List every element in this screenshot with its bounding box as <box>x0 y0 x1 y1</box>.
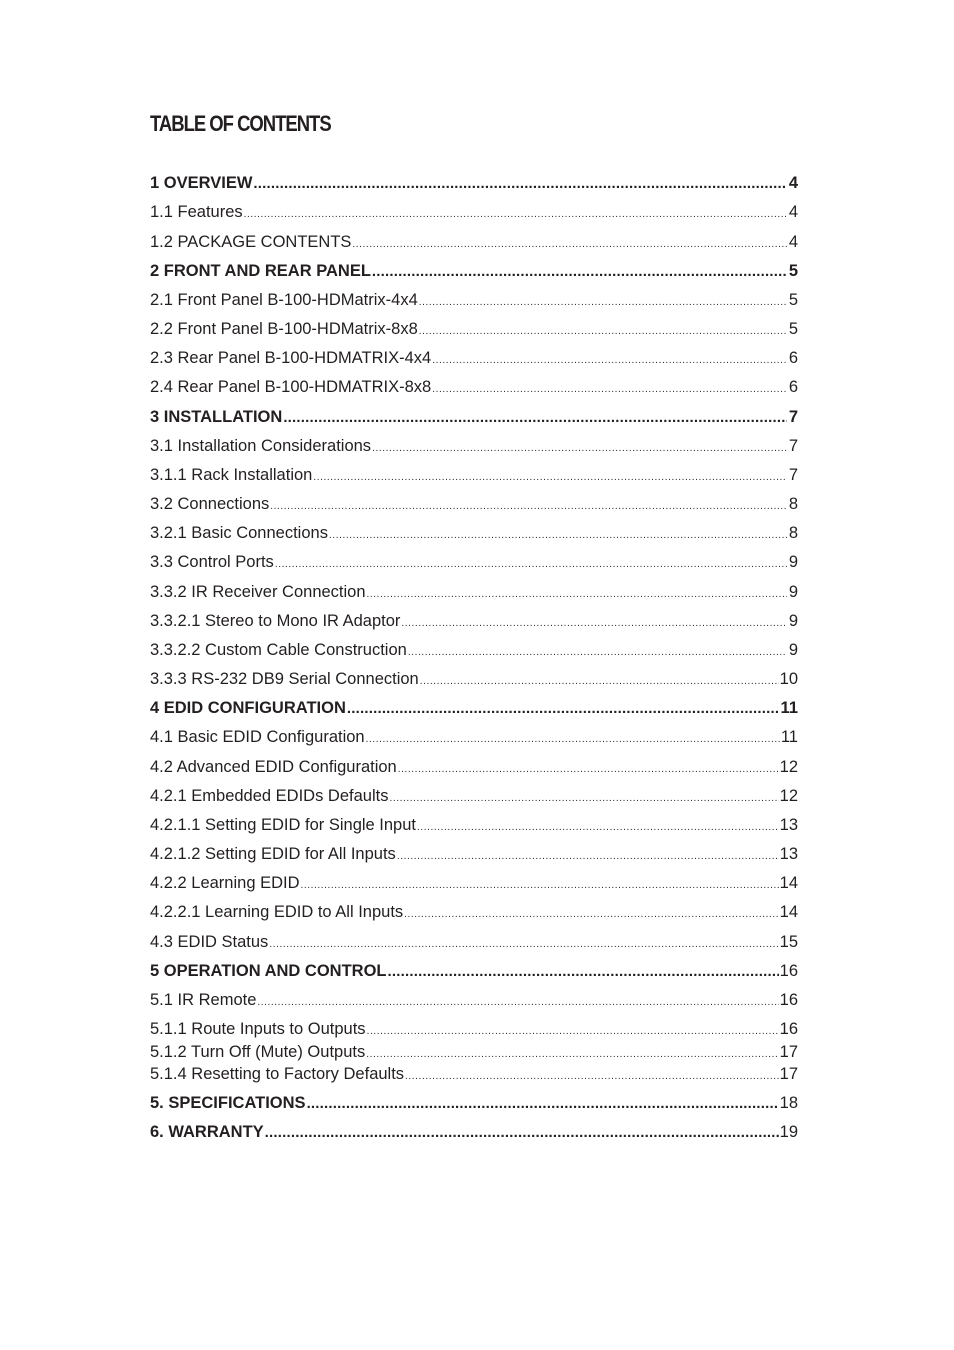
toc-entry-title: 4.2.2 Learning EDID <box>150 874 300 892</box>
dot-leader <box>401 618 787 629</box>
toc-entry-title: 3.3.2.2 Custom Cable Construction <box>150 641 407 659</box>
toc-entry-title: 5.1.2 Turn Off (Mute) Outputs <box>150 1043 366 1061</box>
toc-entry-title: 4 EDID CONFIGURATION <box>150 699 346 717</box>
toc-entry-page-number: 9 <box>788 583 798 601</box>
toc-entry[interactable] <box>150 349 798 368</box>
toc-entry-page-number: 13 <box>779 845 798 863</box>
toc-entry[interactable] <box>150 174 798 193</box>
dot-leader <box>366 734 780 745</box>
toc-entry-page-number: 9 <box>788 612 798 630</box>
dot-leader <box>405 1071 779 1082</box>
toc-entry-title: 3.2.1 Basic Connections <box>150 524 328 542</box>
toc-entry[interactable] <box>150 874 798 893</box>
dot-leader <box>408 647 787 658</box>
toc-entry-title: 3.1 Installation Considerations <box>150 437 372 455</box>
toc-entry-title: 1.1 Features <box>150 203 243 221</box>
toc-entry-title: 1.2 PACKAGE CONTENTS <box>150 233 352 251</box>
toc-entry-title: 4.2 Advanced EDID Configuration <box>150 758 397 776</box>
toc-entry-page-number: 9 <box>788 553 798 571</box>
toc-entry[interactable] <box>150 524 798 543</box>
toc-entry-title: 4.2.1.2 Setting EDID for All Inputs <box>150 845 396 863</box>
toc-entry-page-number: 7 <box>788 408 798 426</box>
dot-leader <box>352 239 787 250</box>
toc-entry-page-number: 12 <box>779 758 798 776</box>
dot-leader <box>301 880 779 891</box>
toc-entry-page-number: 17 <box>779 1065 798 1083</box>
toc-entry[interactable] <box>150 378 798 397</box>
toc-entry-page-number: 5 <box>788 320 798 338</box>
toc-entry-title: 4.1 Basic EDID Configuration <box>150 728 365 746</box>
toc-entry-title: 2.4 Rear Panel B-100-HDMATRIX-8x8 <box>150 378 432 396</box>
dot-leader <box>417 822 779 833</box>
toc-entry[interactable] <box>150 262 798 281</box>
dot-leader <box>419 326 787 337</box>
dot-leader <box>313 472 787 483</box>
toc-entry[interactable] <box>150 291 798 310</box>
toc-entry-title: 5. SPECIFICATIONS <box>150 1094 306 1112</box>
toc-entry-page-number: 6 <box>788 378 798 396</box>
toc-entry-title: 5.1.1 Route Inputs to Outputs <box>150 1020 366 1038</box>
toc-entry[interactable] <box>150 320 798 339</box>
toc-entry-title: 2.2 Front Panel B-100-HDMatrix-8x8 <box>150 320 418 338</box>
toc-entry-title: 5.1.4 Resetting to Factory Defaults <box>150 1065 405 1083</box>
toc-entry-title: 2 FRONT AND REAR PANEL <box>150 262 371 280</box>
toc-entry[interactable] <box>150 1123 798 1142</box>
toc-entry[interactable] <box>150 816 798 835</box>
toc-entry-title: 5.1 IR Remote <box>150 991 257 1009</box>
toc-entry[interactable] <box>150 1043 798 1062</box>
toc-entry-page-number: 7 <box>788 466 798 484</box>
dot-leader <box>420 676 779 687</box>
toc-entry-page-number: 14 <box>779 903 798 921</box>
toc-entry-page-number: 10 <box>779 670 798 688</box>
toc-entry[interactable] <box>150 1065 798 1084</box>
toc-entry[interactable] <box>150 437 798 456</box>
dot-leader <box>270 501 787 512</box>
toc-entry[interactable] <box>150 933 798 952</box>
toc-entry-page-number: 18 <box>779 1094 798 1112</box>
toc-entry[interactable] <box>150 962 798 981</box>
dot-leader <box>419 297 787 308</box>
toc-entry[interactable] <box>150 903 798 922</box>
toc-entry[interactable] <box>150 991 798 1010</box>
toc-entry-title: 3.3.2.1 Stereo to Mono IR Adaptor <box>150 612 401 630</box>
toc-entry-page-number: 17 <box>779 1043 798 1061</box>
toc-entry[interactable] <box>150 670 798 689</box>
toc-entry[interactable] <box>150 758 798 777</box>
toc-entry-page-number: 5 <box>788 262 798 280</box>
toc-entry-page-number: 6 <box>788 349 798 367</box>
dot-leader <box>388 963 779 980</box>
toc-entry-page-number: 19 <box>779 1123 798 1141</box>
toc-entry-page-number: 9 <box>788 641 798 659</box>
dot-leader <box>347 700 780 717</box>
toc-entry[interactable] <box>150 1094 798 1113</box>
toc-entry-title: 1 OVERVIEW <box>150 174 253 192</box>
toc-entry-page-number: 14 <box>779 874 798 892</box>
toc-entry-title: 2.1 Front Panel B-100-HDMatrix-4x4 <box>150 291 418 309</box>
dot-leader <box>329 530 787 541</box>
dot-leader <box>398 764 779 775</box>
toc-entry[interactable] <box>150 728 798 747</box>
toc-entry[interactable] <box>150 495 798 514</box>
toc-entry-page-number: 16 <box>779 991 798 1009</box>
toc-entry-page-number: 8 <box>788 495 798 513</box>
toc-entry[interactable] <box>150 203 798 222</box>
toc-entry-page-number: 16 <box>779 1020 798 1038</box>
toc-entry-title: 3.3.3 RS-232 DB9 Serial Connection <box>150 670 419 688</box>
dot-leader <box>275 559 787 570</box>
toc-entry[interactable] <box>150 466 798 485</box>
toc-entry-page-number: 4 <box>788 233 798 251</box>
toc-entry-page-number: 16 <box>779 962 798 980</box>
toc-entry[interactable] <box>150 1020 798 1039</box>
dot-leader <box>404 909 778 920</box>
dot-leader <box>269 939 778 950</box>
toc-entry-title: 2.3 Rear Panel B-100-HDMATRIX-4x4 <box>150 349 432 367</box>
toc-entry[interactable] <box>150 699 798 718</box>
dot-leader <box>257 997 778 1008</box>
toc-entry-title: 3 INSTALLATION <box>150 408 283 426</box>
toc-entry-title: 4.2.2.1 Learning EDID to All Inputs <box>150 903 404 921</box>
toc-entry-page-number: 5 <box>788 291 798 309</box>
dot-leader <box>432 355 787 366</box>
toc-entry-page-number: 12 <box>779 787 798 805</box>
toc-entry[interactable] <box>150 845 798 864</box>
page-title: TABLE OF CONTENTS <box>150 111 331 136</box>
toc-entry-page-number: 15 <box>779 933 798 951</box>
toc-entry[interactable] <box>150 408 798 427</box>
toc-entry-page-number: 7 <box>788 437 798 455</box>
dot-leader <box>244 209 787 220</box>
toc-entry-title: 3.2 Connections <box>150 495 270 513</box>
toc-entry-page-number: 11 <box>780 699 798 717</box>
toc-entry-title: 3.1.1 Rack Installation <box>150 466 313 484</box>
toc-entry-title: 4.2.1 Embedded EDIDs Defaults <box>150 787 389 805</box>
toc-entry-page-number: 11 <box>780 728 798 746</box>
dot-leader <box>389 793 778 804</box>
toc-entry[interactable] <box>150 583 798 602</box>
toc-entry-page-number: 8 <box>788 524 798 542</box>
dot-leader <box>372 263 787 280</box>
toc-entry-title: 5 OPERATION AND CONTROL <box>150 962 387 980</box>
toc-entry-page-number: 4 <box>788 174 798 192</box>
dot-leader <box>366 1049 778 1060</box>
toc-entry-page-number: 4 <box>788 203 798 221</box>
dot-leader <box>307 1095 779 1112</box>
dot-leader <box>367 1026 779 1037</box>
dot-leader <box>283 409 787 426</box>
dot-leader <box>372 443 787 454</box>
toc-entry-title: 3.3 Control Ports <box>150 553 274 571</box>
toc-entry[interactable] <box>150 553 798 572</box>
dot-leader <box>432 384 787 395</box>
toc-entry-page-number: 13 <box>779 816 798 834</box>
toc-entry[interactable] <box>150 787 798 806</box>
toc-entry-title: 4.2.1.1 Setting EDID for Single Input <box>150 816 416 834</box>
dot-leader <box>367 589 787 600</box>
toc-entry-title: 6. WARRANTY <box>150 1123 264 1141</box>
dot-leader <box>253 175 787 192</box>
toc-entry[interactable] <box>150 233 798 252</box>
toc-entry[interactable] <box>150 612 798 631</box>
dot-leader <box>397 851 779 862</box>
dot-leader <box>265 1124 779 1141</box>
toc-entry-title: 3.3.2 IR Receiver Connection <box>150 583 366 601</box>
toc-entry-title: 4.3 EDID Status <box>150 933 269 951</box>
toc-entry[interactable] <box>150 641 798 660</box>
